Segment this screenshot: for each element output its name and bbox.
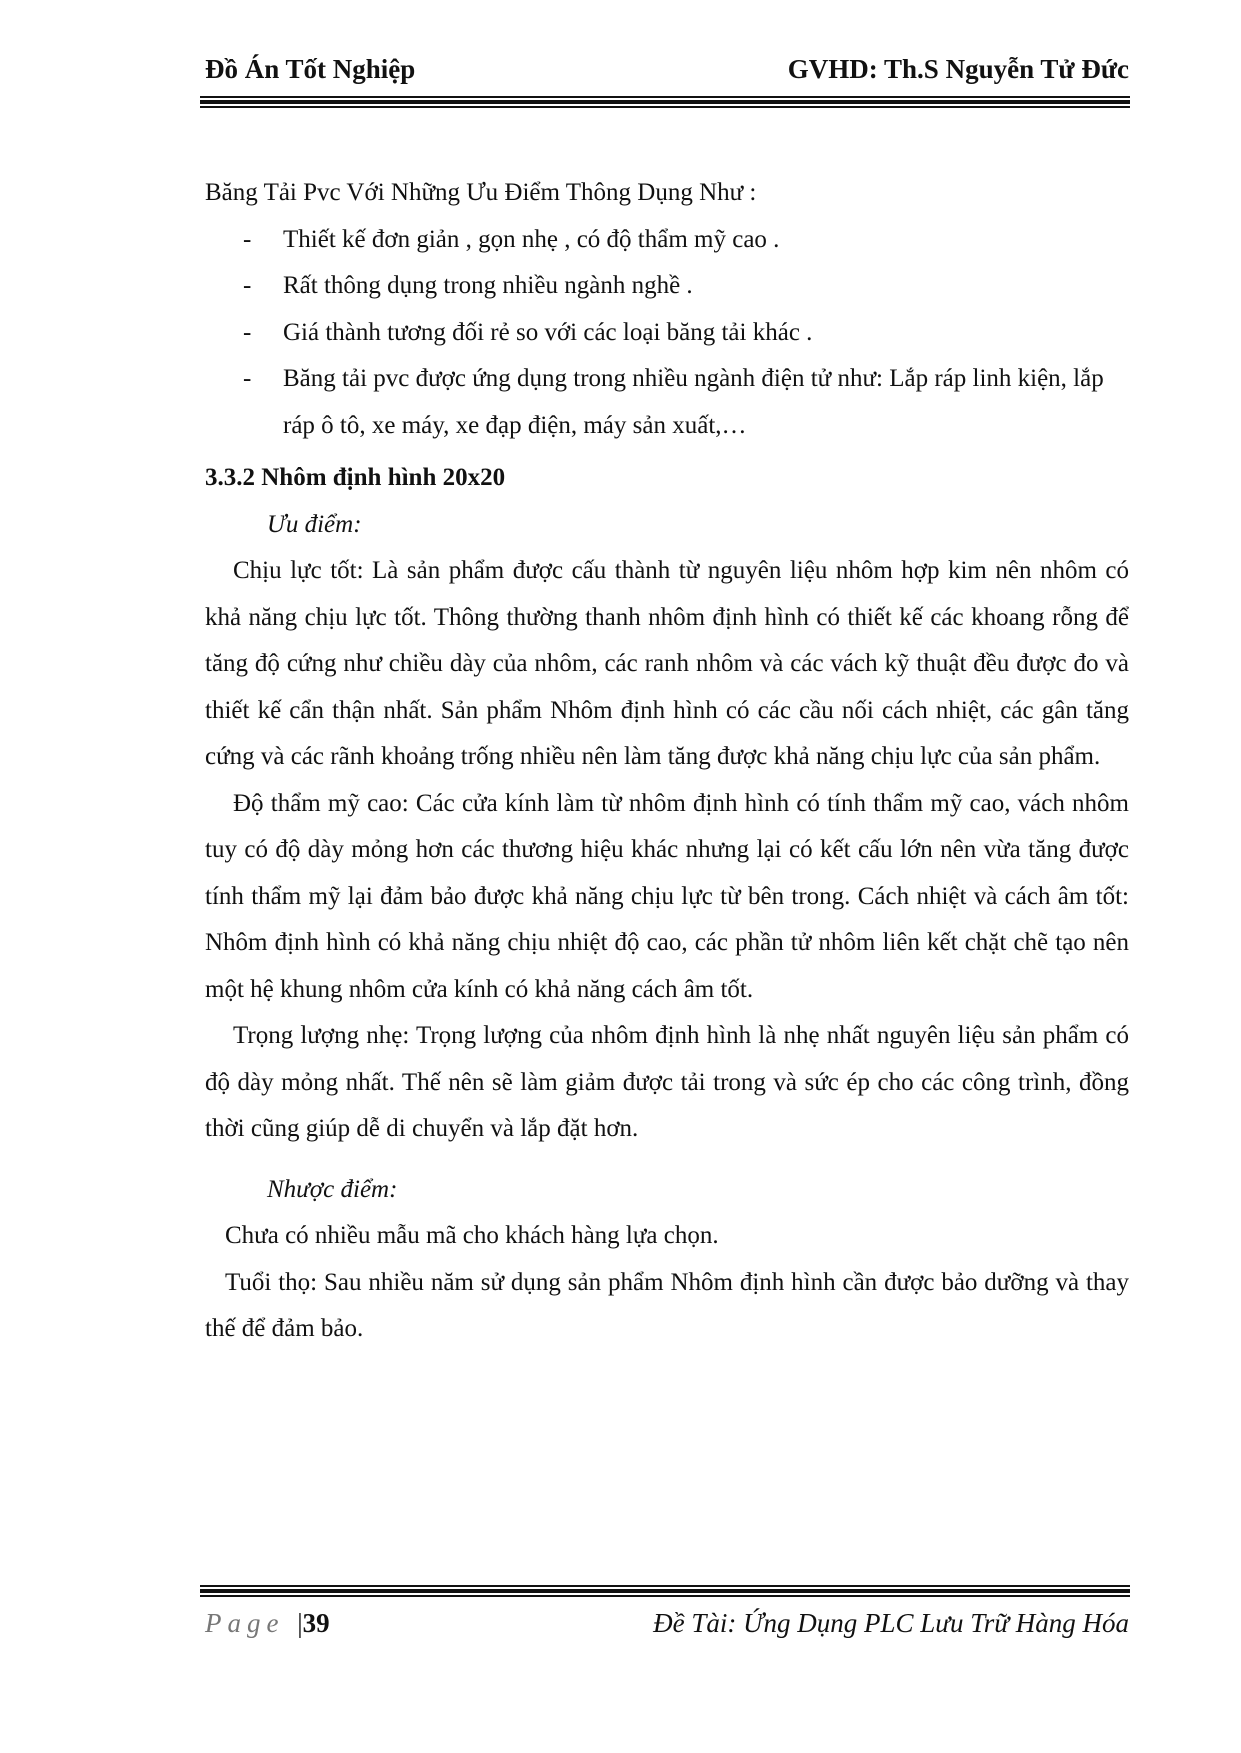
page-label: Page [205,1608,285,1638]
pvc-advantages-list [205,217,1129,450]
advantages-subheading: Ưu điểm: [267,510,362,538]
page-body [205,170,1129,1353]
page-number: 39 [302,1608,330,1638]
footer-rule [200,1585,1130,1597]
advantage-paragraph: Độ thẩm mỹ cao: Các cửa kính làm từ nhôm định hình có tính thẩm mỹ cao, vách nhôm tuy có độ dày mỏng hơn các thương hiệu khác nhưng lại có kết cấu lớn nên vừa tăng được tính thẩm mỹ lại đảm bảo được khả năng chịu lực từ bên trong. Cách nhiệt và cách âm tốt: Nhôm định hình có khả năng chịu nhiệt độ cao, các phần tử nhôm liên kết chặt chẽ tạo nên một hệ khung nhôm cửa kính có khả năng cách âm tốt. [205,789,1129,1003]
advantage-paragraph: Chịu lực tốt: Là sản phẩm được cấu thành từ nguyên liệu nhôm hợp kim nên nhôm có khả năng chịu lực tốt. Thông thường thanh nhôm định hình có thiết kế các khoang rỗng để tăng độ cứng như chiều dày của nhôm, các ranh nhôm và các vách kỹ thuật đều được đo và thiết kế cẩn thận nhất. Sản phẩm Nhôm định hình có các cầu nối cách nhiệt, các gân tăng cứng và các rãnh khoảng trống nhiều nên làm tăng được khả năng chịu lực của sản phẩm. [205,557,1129,770]
footer-separator: | [297,1608,303,1638]
section-heading: 3.3.2 Nhôm định hình 20x20 [205,464,506,491]
list-item: - Rất thông dụng trong nhiều ngành nghề . [205,263,1129,310]
bullet-marker: - [243,225,252,253]
header-advisor: GVHD: Th.S Nguyễn Tử Đức [787,54,1129,84]
advantage-paragraph: Trọng lượng nhẹ: Trọng lượng của nhôm định hình là nhẹ nhất nguyên liệu sản phẩm có độ dày mỏng nhất. Thế nên sẽ làm giảm được tải trong và sức ép cho các công trình, đồng thời cũng giúp dễ di chuyển và lắp đặt hơn. [205,1022,1129,1142]
page-footer [205,1608,1129,1648]
footer-topic: Đề Tài: Ứng Dụng PLC Lưu Trữ Hàng Hóa [653,1608,1129,1638]
list-item: - Thiết kế đơn giản , gọn nhẹ , có độ thẩm mỹ cao . [205,217,1129,264]
disadvantage-paragraph: Tuổi thọ: Sau nhiều năm sử dụng sản phẩm Nhôm định hình cần được bảo dưỡng và thay thế để đảm bảo. [205,1268,1129,1342]
bullet-marker: - [243,272,252,299]
header-title: Đồ Án Tốt Nghiệp [205,54,416,84]
disadvantages-subheading: Nhược điểm: [267,1175,398,1203]
list-item: - Giá thành tương đối rẻ so với các loại băng tải khác . [205,310,1129,357]
bullet-marker: - [243,318,252,346]
page-number-block [205,1608,330,1639]
header-rule [200,96,1130,108]
bullet-marker: - [243,365,252,392]
intro-line: Băng Tải Pvc Với Những Ưu Điểm Thông Dụng Như : [205,179,757,206]
page-header [205,54,1129,94]
list-item: - Băng tải pvc được ứng dụng trong nhiều ngành điện tử như: Lắp ráp linh kiện, lắp ráp ô tô, xe máy, xe đạp điện, máy sản xuất,… [205,356,1129,449]
disadvantage-paragraph: Chưa có nhiều mẫu mã cho khách hàng lựa chọn. [225,1222,719,1249]
